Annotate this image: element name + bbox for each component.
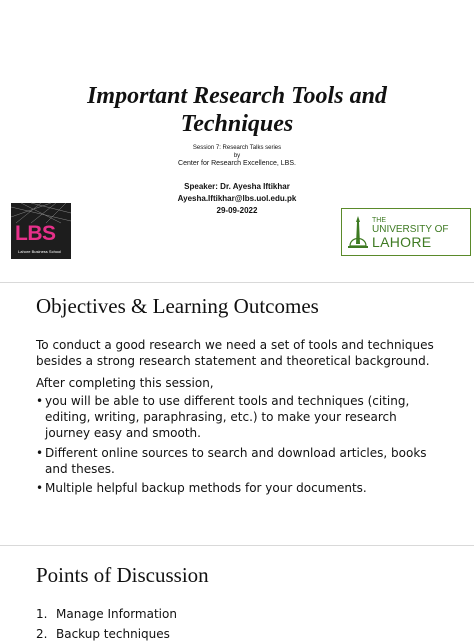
title-line-2: Techniques bbox=[180, 111, 294, 137]
list-item-label: Manage Information bbox=[56, 607, 177, 621]
objective-bullet-text: Multiple helpful backup methods for your documents. bbox=[45, 481, 367, 495]
by-label: by bbox=[233, 153, 241, 159]
speaker-label: Speaker: Dr. Ayesha Iftikhar bbox=[184, 182, 290, 191]
bullet-dot-icon: • bbox=[36, 394, 44, 408]
lbs-logo-subtitle: Lahore Business School bbox=[18, 249, 62, 254]
email-label: Ayesha.Iftikhar@lbs.uol.edu.pk bbox=[177, 194, 297, 203]
discussion-heading: Points of Discussion bbox=[36, 563, 209, 587]
uol-logo-lahore: LAHORE bbox=[372, 234, 432, 250]
session-label: Session 7: Research Talks series bbox=[192, 145, 282, 151]
lbs-logo-text: LBS bbox=[15, 222, 56, 245]
title-line-1: Important Research Tools and bbox=[87, 83, 387, 109]
objectives-slide bbox=[0, 283, 474, 545]
uol-logo-the: THE bbox=[372, 217, 386, 224]
objective-bullet-text: Different online sources to search and download articles, books and theses. bbox=[45, 446, 427, 476]
date-label: 29-09-2022 bbox=[216, 206, 258, 215]
discussion-list-item bbox=[36, 606, 177, 622]
list-item-number: 2. bbox=[36, 627, 48, 641]
objectives-intro: To conduct a good research we need a set of tools and techniques besides a strong research statement and theoretical background. bbox=[36, 338, 434, 368]
bullet-dot-icon: • bbox=[36, 446, 44, 460]
title-slide bbox=[0, 0, 474, 282]
minaret-icon bbox=[346, 214, 370, 250]
discussion-slide bbox=[0, 546, 474, 641]
objectives-after: After completing this session, bbox=[36, 376, 214, 390]
bullet-dot-icon: • bbox=[36, 481, 44, 495]
objectives-heading: Objectives & Learning Outcomes bbox=[36, 294, 319, 318]
uol-logo-university: UNIVERSITY OF bbox=[372, 224, 449, 235]
lbs-logo bbox=[11, 203, 71, 259]
center-label: Center for Research Excellence, LBS. bbox=[178, 160, 296, 167]
discussion-list-item bbox=[36, 626, 170, 642]
presentation-title bbox=[0, 82, 474, 138]
list-item-number: 1. bbox=[36, 607, 48, 621]
list-item-label: Backup techniques bbox=[56, 627, 170, 641]
university-of-lahore-logo bbox=[341, 208, 471, 256]
objective-bullet-text: you will be able to use different tools and techniques (citing, editing, writing, paraphrasing, etc.) to make your research journey easy and smooth. bbox=[45, 394, 410, 440]
